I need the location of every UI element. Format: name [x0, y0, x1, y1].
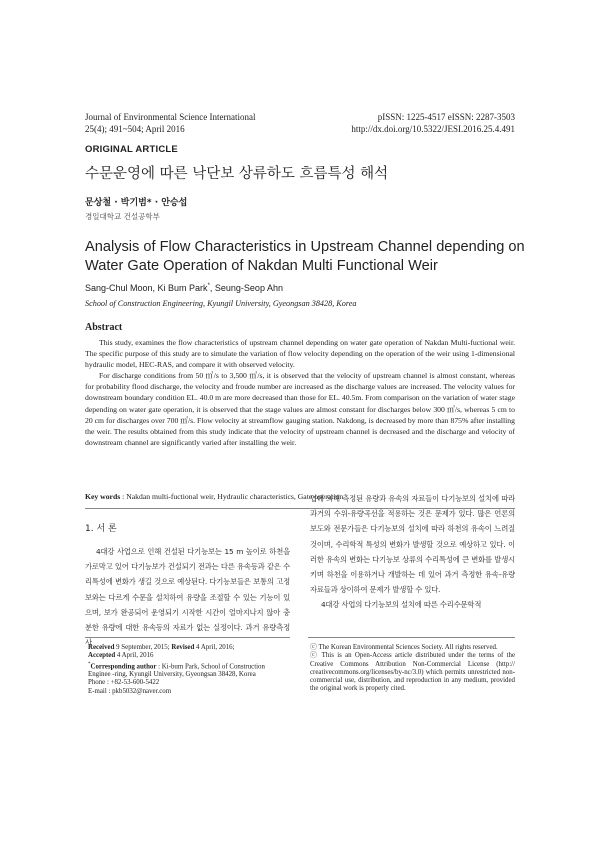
copyright-line: ⓒ The Korean Environmental Sciences Society. All rights reserved. [310, 644, 498, 651]
footnote-right [310, 644, 515, 694]
english-authors-part1: Sang-Chul Moon, Ki Bum Park [85, 283, 208, 293]
keywords-text: : Nakdan multi-fuctional weir, Hydraulic characteristics, Gate operation [120, 492, 344, 501]
accepted-line: Accepted 4 April, 2016 [88, 652, 154, 660]
abstract-body [85, 337, 515, 448]
korean-title: 수문운영에 따른 낙단보 상류하도 흐름특성 해석 [85, 166, 389, 182]
body-column-left [85, 544, 290, 650]
corresponding-line: *Corresponding author : Ki-bum Park, School of Construction Enginee -ring, Kyungil University, Gyeongsan 38428, Korea [88, 661, 265, 679]
doi-link[interactable]: http://dx.doi.org/10.5322/JESI.2016.25.4.491 [351, 123, 515, 134]
korean-authors: 문상철 · 박기범* · 안승섭 [85, 198, 188, 208]
license-line: ⓒ This is an Open-Access article distributed under the terms of the Creative Commons Attribution Non-Commercial License (http:// creativecommons.org/licenses/by-nc/3.0) which permits unrestricted non-commercial use, distribution, and reproduction in any medium, provided the original work is properly cited. [310, 652, 515, 693]
footnote-divider-left [85, 637, 290, 638]
footnote-divider-right [308, 637, 515, 638]
journal-volume: 25(4); 491~504; April 2016 [85, 123, 185, 134]
korean-affiliation: 경일대학교 건설공학부 [85, 212, 160, 221]
corresponding-mark: * [207, 283, 210, 289]
body-paragraph-right-2: 4대강 사업의 다기능보의 설치에 따른 수리수문학적 [321, 600, 482, 610]
issn-info [351, 112, 515, 135]
body-paragraph-left: 4대강 사업으로 인해 건설된 다기능보는 15 m 높이로 하천을 가로막고 있어 다기능보가 건설되기 전과는 다른 유속등과 같은 수리특성에 변화가 생길 것으로 예상된다. 다기능보들은 보통의 고정보와는 다르게 수문을 설치하여 유량을 조절할 수 있는 기능이 있으며, 보가 완공되어 운영되기 시작한 시간이 얼마지나지 않아 충분한 유량에 대한 유속등의 자료가 없는 실정이다. 과거 유량측정사 [85, 547, 290, 648]
footnote-left [88, 644, 288, 696]
english-affiliation: School of Construction Engineering, Kyungil University, Gyeongsan 38428, Korea [85, 299, 357, 308]
section-heading: 1. 서 론 [85, 524, 117, 534]
journal-info [85, 112, 255, 135]
english-authors [85, 283, 283, 293]
issn-numbers: pISSN: 1225-4517 eISSN: 2287-3503 [377, 112, 515, 122]
article-type: ORIGINAL ARTICLE [85, 144, 178, 155]
abstract-paragraph-2: For discharge conditions from 50 ㎥/s to 3,500 ㎥/s, it is observed that the velocity of upstream channel is almost constant, whereas for probability flood discharge, the velocity and froude number are increased as the discharge values are increased. The velocity values for downstream boundary condition EL. 40.0 m are more decreased than those for EL. 40.5m. From comparison on the variation of water stage depending on water gate operation, it is observed that the stage values are almost constant for discharges below 300 ㎥/s, whereas 5 cm to 20 cm for discharges over 700 ㎥/s. Flow velocity at streamflow gauging station. Nakdong, is decreased by more than 875% after installing the weir. The results obtained from this study indicate that the velocity of upstream channel is decreased and the discharge and velocity of downstream channel are significantly varied after installing the weir. [85, 371, 515, 447]
abstract-heading: Abstract [85, 322, 123, 333]
english-title: Analysis of Flow Characteristics in Upstream Channel depending on Water Gate Operation of Nakdan Multi Functional Weir [85, 239, 525, 274]
phone-line: Phone : +82-53-600-5422 [88, 679, 160, 687]
keywords-label: Key words [85, 492, 121, 501]
journal-name: Journal of Environmental Science International [85, 112, 256, 122]
abstract-paragraph-1: This study, examines the flow characteristics of upstream channel depending on water gate operation of Nakdan Multi-fuctional weir. The specific purpose of this study are to simulate the variation of flow velocity depending on the operation of the weir using 1-dimensional hydraulic model, HEC-RAS, and compare it with observed velocity. [85, 338, 515, 370]
email-line[interactable]: E-mail : pkb5032@naver.com [88, 687, 172, 695]
received-line: Received 9 September, 2015; Revised 4 April, 2016; [88, 644, 235, 651]
english-authors-part2: , Seung-Seop Ahn [209, 283, 283, 293]
body-column-right [310, 491, 515, 613]
body-paragraph-right-1: 업에 의해 측정된 유량과 유속의 자료들이 다기능보의 설치에 따라 과거의 수위-유량곡선을 적용하는 것은 문제가 있다. 많은 언론의 보도와 전문가들은 다기능보의 설치에 따라 하천의 유속이 느려질 것이며, 수리학적 특성의 변화가 발생할 것으로 예상하고 있다. 이러한 유속의 변화는 다기능보 상류의 수리특성에 큰 변화를 발생시키며 하천을 이용하거나 개발하는 데 있어 과거 측정한 유속-유량자료들과 상이하여 문제가 발생할 수 있다. [310, 494, 515, 595]
